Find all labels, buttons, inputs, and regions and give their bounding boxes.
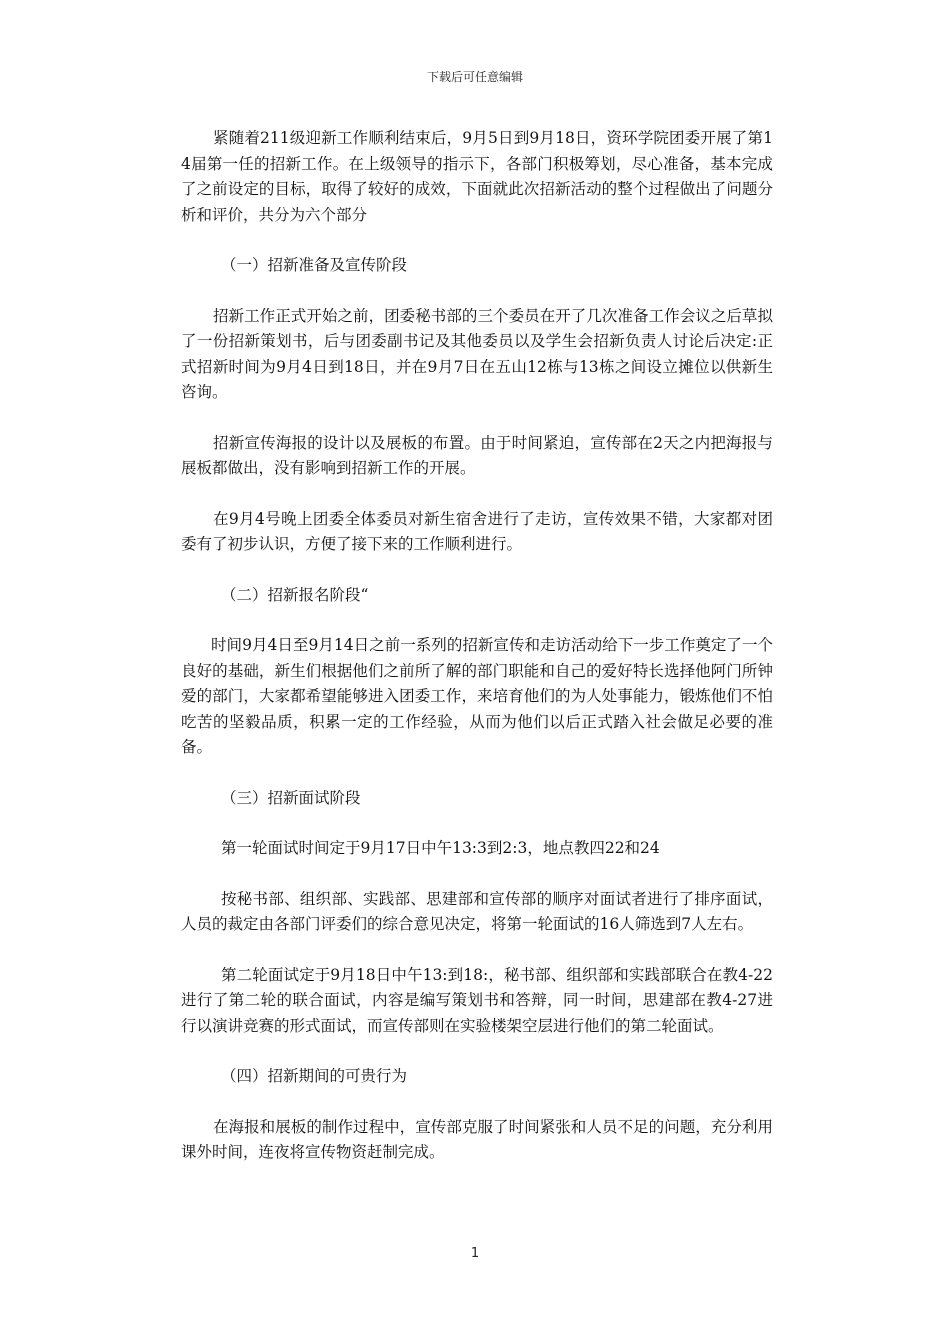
page-header: 下载后可任意编辑 (426, 70, 523, 84)
paragraph-interview-order: 按秘书部、组织部、实践部、思建部和宣传部的顺序对面试者进行了排序面试，人员的裁定由各部门评委们的综合意见决定，将第一轮面试的16人筛选到7人左右。 (181, 889, 773, 933)
paragraph-dorm-visit: 在9月4号晚上团委全体委员对新生宿舍进行了走访，宣传效果不错，大家都对团委有了初步认识，方便了接下来的工作顺利进行。 (181, 509, 773, 553)
page-number: 1 (470, 1246, 480, 1261)
section-heading-1: （一）招新准备及宣传阶段 (221, 256, 408, 274)
paragraph-posters: 招新宣传海报的设计以及展板的布置。由于时间紧迫，宣传部在2天之内把海报与展板都做出，没有影响到招新工作的开展。 (181, 433, 773, 477)
section-heading-2: （二）招新报名阶段“ (221, 585, 369, 604)
paragraph-registration: 时间9月4日至9月14日之前一系列的招新宣传和走访活动给下一步工作奠定了一个良好的基础，新生们根据他们之前所了解的部门职能和自己的爱好特长选择他阿门所钟爱的部门，大家都希望能够进入团委工作，来培育他们的为人处事能力，锻炼他们不怕吃苦的坚毅品质，积累一定的工作经验，从而为他们以后正式踏入社会做足必要的准备。 (181, 636, 773, 756)
document-body (181, 126, 773, 1191)
section-heading-4: （四）招新期间的可贵行为 (221, 1067, 408, 1085)
paragraph-preparation: 招新工作正式开始之前，团委秘书部的三个委员在开了几次准备工作会议之后草拟了一份招新策划书，后与团委副书记及其他委员以及学生会招新负责人讨论后决定:正式招新时间为9月4日到18日，并在9月7日在五山12栋与13栋之间设立摊位以供新生咨询。 (181, 306, 773, 401)
paragraph-first-interview: 第一轮面试时间定于9月17日中午13:3到2:3，地点教四22和24 (221, 839, 660, 857)
paragraph-commendable: 在海报和展板的制作过程中，宣传部克服了时间紧张和人员不足的问题，充分利用课外时间，连夜将宣传物资赶制完成。 (181, 1117, 773, 1161)
paragraph-second-interview: 第二轮面试定于9月18日中午13:到18:，秘书部、组织部和实践部联合在教4-22进行了第二轮的联合面试，内容是编写策划书和答辩，同一时间，思建部在教4-27进行以演讲竞赛的形式面试，而宣传部则在实验楼架空层进行他们的第二轮面试。 (181, 965, 773, 1035)
intro-paragraph: 紧随着211级迎新工作顺利结束后，9月5日到9月18日，资环学院团委开展了第14届第一任的招新工作。在上级领导的指示下，各部门积极筹划，尽心准备，基本完成了之前设定的目标，取得了较好的成效，下面就此次招新活动的整个过程做出了问题分析和评价，共分为六个部分 (181, 129, 773, 224)
section-heading-3: （三）招新面试阶段 (221, 788, 361, 807)
